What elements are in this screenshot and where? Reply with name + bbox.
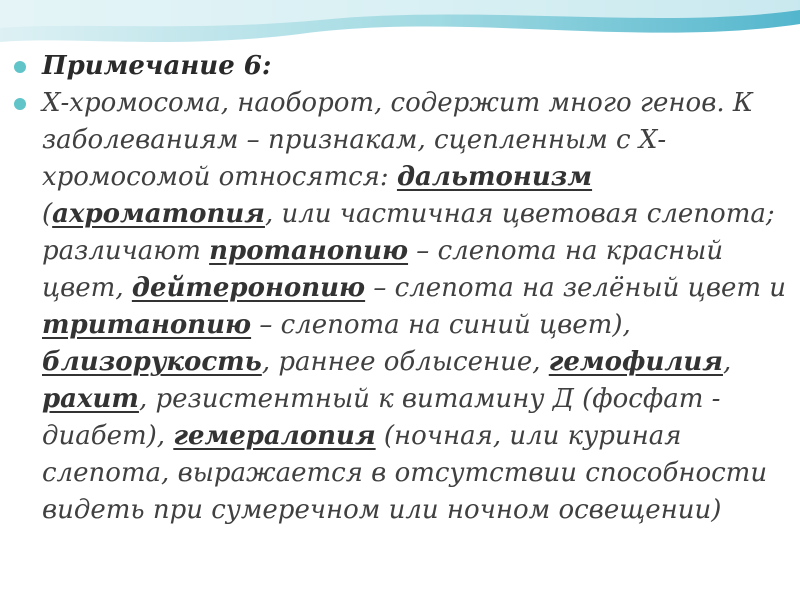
text-segment: (ночная, или куриная слепота, выражается в отсутствии способности видеть при сумеречном или ночном освещении): [42, 421, 768, 525]
term-1: дальтонизм: [396, 162, 593, 192]
term-9: тританопию: [42, 310, 252, 340]
text-segment: (: [42, 199, 53, 229]
term-3: ахроматопия: [52, 199, 265, 229]
text-segment: – слепота на зелёный цвет и: [365, 273, 786, 303]
note-heading-item: [14, 48, 789, 85]
text-segment: , резистентный к витамину Д (фосфат - диабет),: [42, 384, 721, 451]
term-13: гемофилия: [548, 347, 723, 377]
text-segment: ,: [722, 347, 732, 377]
bullet-icon: [14, 98, 26, 110]
text-segment: Х-хромосома, наоборот, содержит много генов. К заболеваниям – признакам, сцепленным с Х-хромосомой относятся:: [42, 88, 753, 192]
slide-body: [14, 48, 789, 529]
text-segment: , раннее облысение,: [261, 347, 549, 377]
bullet-icon: [14, 61, 26, 73]
term-7: дейтеронопию: [131, 273, 366, 303]
term-11: близорукость: [42, 347, 262, 377]
note-text: [42, 88, 786, 525]
term-5: протанопию: [209, 236, 409, 266]
term-17: гемералопия: [173, 421, 376, 451]
text-segment: – слепота на красный цвет,: [42, 236, 724, 303]
text-segment: , или частичная цветовая слепота; различают: [42, 199, 775, 266]
note-text-item: [14, 85, 789, 529]
text-segment: – слепота на синий цвет),: [251, 310, 631, 340]
note-heading: Примечание 6:: [42, 51, 272, 81]
term-15: рахит: [42, 384, 139, 414]
